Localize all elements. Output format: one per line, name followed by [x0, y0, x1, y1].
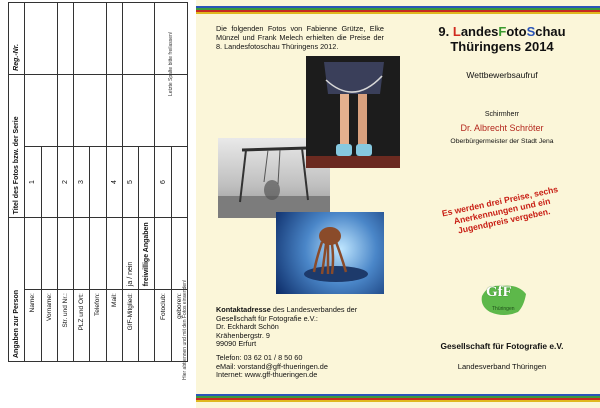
gff-logo — [478, 282, 530, 318]
contact-block — [216, 306, 396, 380]
form-row[interactable]: GfF-Mitglied: ja / nein 5 — [122, 3, 138, 362]
subtitle: Wettbewerbsaufruf — [466, 70, 538, 80]
contact-email[interactable]: eMail: vorstand@gff-thueringen.de — [216, 361, 328, 371]
contact-heading: Kontaktadresse — [216, 305, 271, 314]
event-title: 9. LandesFotoSchau — [438, 24, 566, 39]
patron-name: Dr. Albrecht Schröter — [460, 123, 544, 133]
note-leave-last-column: Letzte Spalte bitte freilassen! — [168, 31, 174, 96]
form-row: freiwillige Angaben — [139, 3, 155, 362]
form-row[interactable]: Fotoclub: 6 — [155, 3, 171, 362]
form-row[interactable]: Telefon: — [90, 3, 106, 362]
form-row[interactable]: PLZ und Ort: 3 — [74, 3, 90, 362]
bottom-stripes — [196, 394, 404, 402]
form-row[interactable]: Str. und Nr.: 2 — [57, 3, 73, 362]
right-panel — [404, 0, 600, 408]
top-stripes — [196, 6, 404, 14]
form-row[interactable]: Mail: 4 — [106, 3, 122, 362]
event-title-line2: Thüringens 2014 — [450, 39, 554, 54]
entry-form — [8, 2, 188, 362]
patron-role: Oberbürgermeister der Stadt Jena — [450, 138, 554, 145]
org-branch: Landesverband Thüringen — [457, 362, 547, 371]
prize-announcement: Es werden drei Preise, sechs Anerkennungen und ein Jugendpreis vergeben. — [440, 184, 559, 236]
contact-street: Krähenbergstr. 9 — [216, 330, 270, 340]
note-detach: Hier abtrennen und mit den Fotos einsenden! — [182, 279, 188, 380]
form-row[interactable]: Name: 1 — [25, 3, 41, 362]
intro-text: Die folgenden Fotos von Fabienne Grütze, Elke Münzel und Frank Melech erhielten die Preise der 8. Landesfotoschau Thüringens 2012. — [216, 24, 384, 51]
photo-legs — [306, 56, 400, 168]
bottom-stripes — [404, 394, 600, 402]
contact-phone: Telefon: 03 62 01 / 8 50 60 — [216, 352, 303, 362]
top-stripes — [404, 6, 600, 14]
contact-heading-rest: des Landesverbandes der Gesellschaft für Fotografie e.V.: — [216, 305, 358, 323]
org-name: Gesellschaft für Fotografie e.V. — [440, 341, 564, 351]
form-row[interactable]: geboren: — [171, 3, 187, 362]
header-person: Angaben zur Person — [9, 218, 25, 362]
entry-form-panel — [0, 0, 196, 408]
contact-web[interactable]: Internet: www.gff-thueringen.de — [216, 370, 318, 380]
contact-city: 99090 Erfurt — [216, 339, 257, 349]
logo-subtext: Thüringen — [492, 306, 515, 312]
entry-form-table — [8, 2, 188, 362]
photo-octopus — [276, 212, 384, 294]
patron-label: Schirmherr — [484, 111, 520, 118]
middle-panel — [196, 0, 404, 408]
header-reg: Reg.-Nr. — [9, 3, 25, 75]
form-row[interactable]: Vorname: — [41, 3, 57, 362]
logo-text: GfF — [486, 284, 512, 300]
header-title: Titel des Fotos bzw. der Serie — [9, 74, 25, 218]
contact-name: Dr. Eckhardt Schön — [216, 322, 279, 332]
